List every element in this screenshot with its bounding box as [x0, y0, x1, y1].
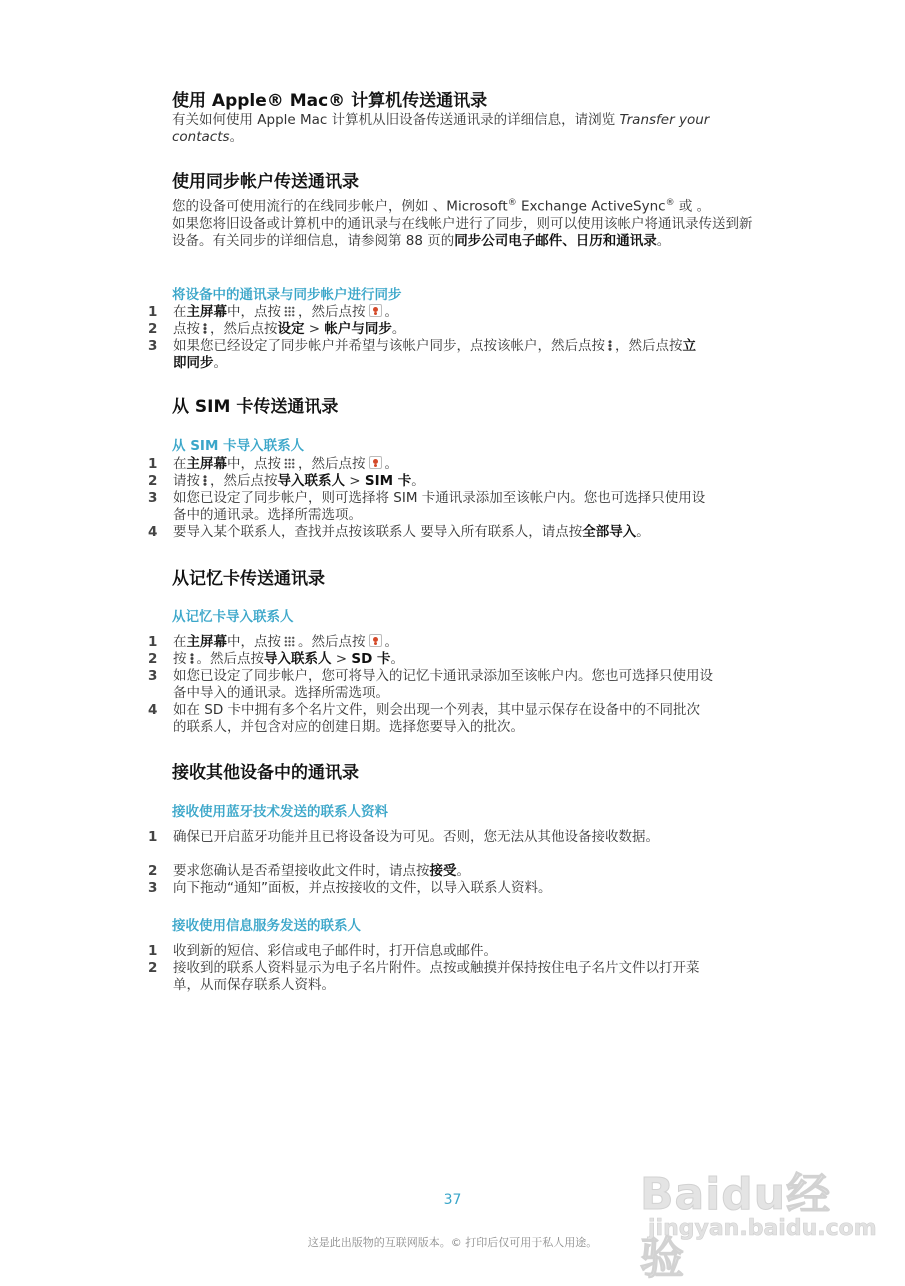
list-item: 1 在主屏幕中，点按 。然后点按 。 — [148, 634, 398, 650]
contacts-app-icon — [369, 456, 382, 469]
sync-body-end: 。 — [656, 232, 671, 249]
sync-reference-link[interactable]: 同步公司电子邮件、日历和通讯录 — [454, 232, 657, 249]
footer-notice: 这是此出版物的互联网版本。© 打印后仅可用于私人用途。 — [307, 1236, 598, 1249]
apps-grid-icon — [284, 636, 295, 647]
list-item: 2 请按 ，然后点按导入联系人 > SIM 卡。 — [148, 473, 425, 489]
contacts-app-icon — [369, 634, 382, 647]
step-number: 4 — [148, 702, 158, 718]
list-item: 4 要导入某个联系人，查找并点按该联系人 要导入所有联系人，请点按全部导入。 — [148, 524, 650, 540]
list-item: 2 接收到的联系人资料显示为电子名片附件。点按或触摸并保持按住电子名片文件以打开菜单，从而保存联系人资料。 — [148, 960, 700, 993]
list-item: 3 如您已设定了同步帐户，则可选择将 SIM 卡通讯录添加至该帐户内。您也可选择只使用设备中的通讯录。选择所需选项。 — [148, 490, 706, 523]
list-item: 3 如果您已经设定了同步帐户并希望与该帐户同步，点按该帐户，然后点按 ，然后点按立即同步。 — [148, 338, 696, 371]
contacts-app-icon — [369, 304, 382, 317]
page-number: 37 — [443, 1192, 462, 1208]
subheading-messaging: 接收使用信息服务发送的联系人 — [172, 918, 361, 934]
step-number: 3 — [148, 490, 158, 506]
section-title-sim: 从 SIM 卡传送通讯录 — [172, 397, 339, 417]
menu-dots-icon — [203, 323, 207, 334]
sync-body-line1: 您的设备可使用流行的在线同步帐户，例如 、Microsoft — [172, 198, 508, 215]
step-number: 2 — [148, 473, 158, 489]
section-title-mac: 使用 Apple® Mac® 计算机传送通讯录 — [172, 91, 488, 111]
baidu-logo: Baidu经验 — [640, 1169, 832, 1284]
sync-body-or: 或 。 — [674, 198, 711, 215]
menu-dots-icon — [190, 653, 194, 664]
list-item: 1 在主屏幕中，点按 ，然后点按 。 — [148, 304, 398, 320]
step-number: 1 — [148, 943, 158, 959]
section-title-sync: 使用同步帐户传送通讯录 — [172, 172, 359, 192]
step-number: 2 — [148, 651, 158, 667]
apps-grid-icon — [284, 306, 295, 317]
step-number: 1 — [148, 829, 158, 845]
step-number: 3 — [148, 880, 158, 896]
list-item: 3 如您已设定了同步帐户，您可将导入的记忆卡通讯录添加至该帐户内。您也可选择只使用设备中导入的通讯录。选择所需选项。 — [148, 668, 713, 701]
subheading-bluetooth: 接收使用蓝牙技术发送的联系人资料 — [172, 804, 388, 820]
subheading-sync-accounts: 将设备中的通讯录与同步帐户进行同步 — [172, 287, 402, 303]
baidu-watermark — [640, 1148, 877, 1284]
registered-mark: ® — [665, 198, 675, 208]
menu-dots-icon — [608, 340, 612, 351]
baidu-url: jingyan.baidu.com — [648, 1216, 877, 1241]
step-number: 2 — [148, 321, 158, 337]
step-number: 2 — [148, 863, 158, 879]
step-number: 2 — [148, 960, 158, 976]
step-number: 3 — [148, 338, 158, 354]
list-item: 1 确保已开启蓝牙功能并且已将设备设为可见。否则，您无法从其他设备接收数据。 — [148, 829, 659, 845]
list-item: 2 要求您确认是否希望接收此文件时，请点按接受。 — [148, 863, 470, 879]
step-number: 3 — [148, 668, 158, 684]
subheading-import-memory-card: 从记忆卡导入联系人 — [172, 609, 294, 625]
transfer-contacts-link[interactable]: Transfer your contacts — [172, 112, 710, 145]
list-item: 2 按 。然后点按导入联系人 > SD 卡。 — [148, 651, 405, 667]
list-item: 1 在主屏幕中，点按 ，然后点按 。 — [148, 456, 398, 472]
step-number: 1 — [148, 634, 158, 650]
sync-body-text: 如果您将旧设备或计算机中的通讯录与在线帐户进行了同步，则可以使用该帐户将通讯录传送到新设备。有关同步的详细信息，请参阅第 88 页的 — [172, 215, 753, 249]
registered-mark: ® — [507, 198, 517, 208]
subheading-import-sim: 从 SIM 卡导入联系人 — [172, 438, 305, 454]
list-item: 3 向下拖动“通知”面板，并点按接收的文件，以导入联系人资料。 — [148, 880, 552, 896]
step-number: 1 — [148, 456, 158, 472]
step-number: 1 — [148, 304, 158, 320]
sync-body-activesync: Exchange ActiveSync — [516, 198, 666, 215]
section-title-receive: 接收其他设备中的通讯录 — [172, 763, 359, 783]
step-number: 4 — [148, 524, 158, 540]
list-item: 2 点按 ，然后点按设定 > 帐户与同步。 — [148, 321, 406, 337]
section-body-sync — [172, 195, 762, 250]
apps-grid-icon — [284, 458, 295, 469]
menu-dots-icon — [203, 475, 207, 486]
list-item: 1 收到新的短信、彩信或电子邮件时，打开信息或邮件。 — [148, 943, 497, 959]
mac-body-end: 。 — [229, 129, 244, 145]
list-item: 4 如在 SD 卡中拥有多个名片文件，则会出现一个列表，其中显示保存在设备中的不同批次的联系人，并包含对应的创建日期。选择您要导入的批次。 — [148, 702, 701, 735]
mac-body-text: 有关如何使用 Apple Mac 计算机从旧设备传送通讯录的详细信息，请浏览 — [172, 112, 620, 128]
section-body-mac — [172, 112, 762, 146]
section-title-memory-card: 从记忆卡传送通讯录 — [172, 569, 325, 589]
